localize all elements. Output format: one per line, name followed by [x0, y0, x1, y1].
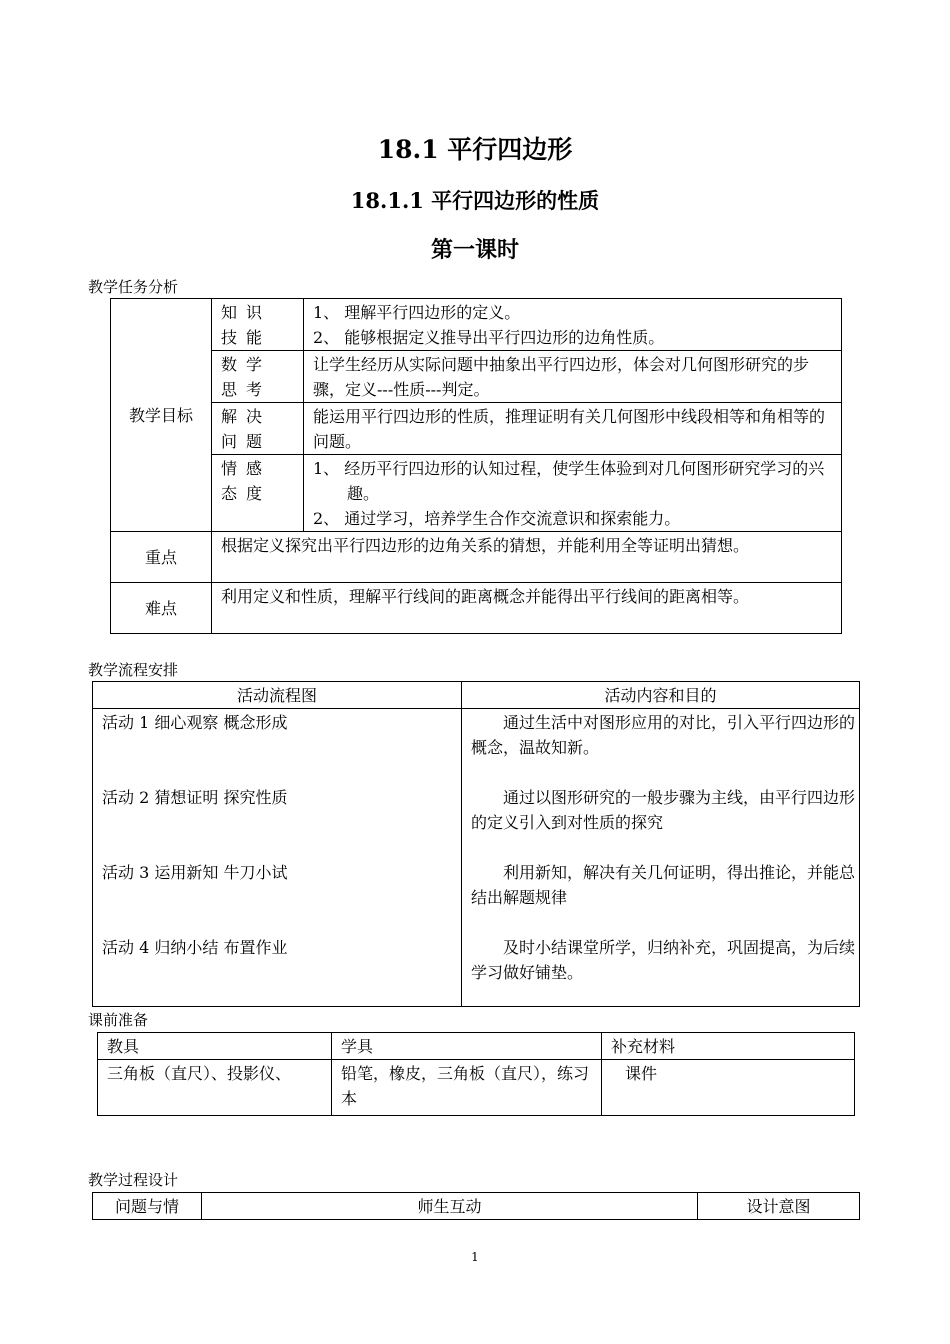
goal-item: 1、 经历平行四边形的认知过程，使学生体验到对几何图形研究学习的兴趣。: [313, 459, 825, 503]
goal-row-attitude: [111, 455, 842, 532]
activity-content: 及时小结课堂所学，归纳补充，巩固提高，为后续学习做好铺垫。: [471, 938, 856, 982]
difficulty-label: 难点: [111, 583, 212, 634]
flow-header: 活动流程图: [93, 682, 462, 709]
prep-value: 课件: [602, 1060, 855, 1116]
prep-header: 教具: [98, 1033, 332, 1060]
difficulty-row: [111, 583, 842, 634]
prep-header: 补充材料: [602, 1033, 855, 1060]
process-label: 教学过程设计: [88, 1171, 179, 1189]
main-title: 18.1 平行四边形: [377, 135, 573, 164]
flow-header-row: [93, 682, 860, 709]
page-number: 1: [471, 1250, 479, 1264]
lesson-title: 第一课时: [430, 237, 519, 263]
key-point-row: [111, 532, 842, 583]
key-point-text: 根据定义探究出平行四边形的边角关系的猜想，并能利用全等证明出猜想。: [212, 532, 842, 583]
process-header: 设计意图: [698, 1193, 860, 1220]
goal-category: 数学思考: [212, 351, 304, 403]
goal-row-thinking: [111, 351, 842, 403]
activity-name: 活动 3 运用新知 牛刀小试: [102, 863, 288, 882]
goal-category: 情感态度: [212, 455, 304, 532]
prep-header-row: [98, 1033, 855, 1060]
flow-header: 活动内容和目的: [462, 682, 860, 709]
task-analysis-label: 教学任务分析: [88, 278, 179, 296]
goal-item: 2、 能够根据定义推导出平行四边形的边角性质。: [313, 328, 665, 347]
goal-text: 能运用平行四边形的性质，推理证明有关几何图形中线段相等和角相等的问题。: [304, 403, 842, 455]
process-header-row: [93, 1193, 860, 1220]
flow-label: 教学流程安排: [88, 661, 179, 679]
process-header: 问题与情: [93, 1193, 202, 1220]
goal-row-knowledge: [111, 299, 842, 351]
activity-content: 通过以图形研究的一般步骤为主线，由平行四边形的定义引入到对性质的探究: [471, 788, 856, 832]
activity-content: 利用新知，解决有关几何证明，得出推论，并能总结出解题规律: [471, 863, 856, 907]
difficulty-text: 利用定义和性质，理解平行线间的距离概念并能得出平行线间的距离相等。: [212, 583, 842, 634]
flow-body-row: [93, 709, 860, 1007]
activity-name: 活动 1 细心观察 概念形成: [102, 713, 288, 732]
key-point-label: 重点: [111, 532, 212, 583]
prep-value-row: [98, 1060, 855, 1116]
prep-label: 课前准备: [88, 1011, 149, 1029]
goal-text: [304, 455, 842, 532]
prep-value: 铅笔，橡皮，三角板（直尺），练习本: [332, 1060, 602, 1116]
task-analysis-table: [110, 298, 842, 634]
prep-value: 三角板（直尺）、投影仪、: [98, 1060, 332, 1116]
flow-table: [92, 681, 860, 1007]
goal-label: 教学目标: [111, 299, 212, 532]
prep-table: [97, 1032, 855, 1116]
goal-item: 1、 理解平行四边形的定义。: [313, 303, 521, 322]
flow-content-cell: [462, 709, 860, 1007]
activity-name: 活动 4 归纳小结 布置作业: [102, 938, 288, 957]
process-header: 师生互动: [202, 1193, 698, 1220]
goal-text: [304, 299, 842, 351]
activity-content: 通过生活中对图形应用的对比，引入平行四边形的概念，温故知新。: [471, 713, 856, 757]
goal-category: 知识技能: [212, 299, 304, 351]
sub-title: 18.1.1 平行四边形的性质: [350, 188, 600, 213]
process-table: [92, 1192, 860, 1220]
flow-activities-cell: [93, 709, 462, 1007]
goal-row-problem: [111, 403, 842, 455]
activity-name: 活动 2 猜想证明 探究性质: [102, 788, 288, 807]
goal-text: 让学生经历从实际问题中抽象出平行四边形，体会对几何图形研究的步骤，定义---性质---判定。: [304, 351, 842, 403]
prep-header: 学具: [332, 1033, 602, 1060]
goal-category: 解决问题: [212, 403, 304, 455]
goal-item: 2、 通过学习，培养学生合作交流意识和探索能力。: [313, 509, 681, 528]
